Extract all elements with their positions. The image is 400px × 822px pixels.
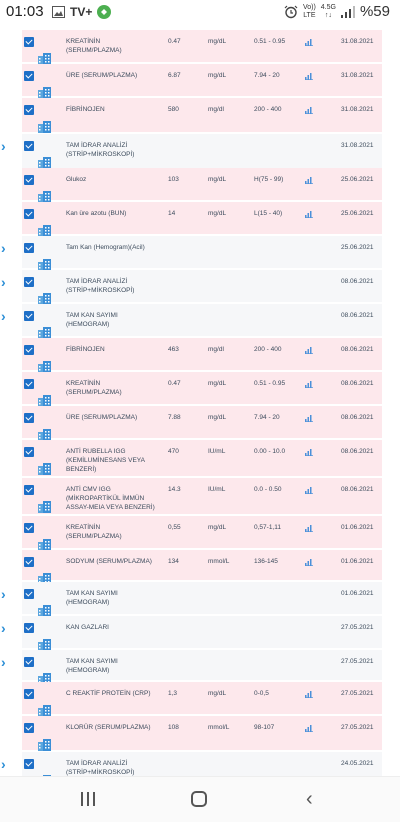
row-background	[22, 202, 382, 234]
row-checkbox[interactable]	[24, 71, 34, 81]
row-checkbox[interactable]	[24, 379, 34, 389]
status-left-icons	[52, 5, 111, 19]
trend-chart-icon[interactable]	[305, 39, 313, 46]
test-unit: IU/mL	[208, 486, 226, 493]
hospital-building-icon	[38, 538, 51, 550]
hospital-building-icon	[38, 394, 51, 406]
hospital-building-icon	[38, 360, 51, 372]
test-date: 25.06.2021	[341, 176, 374, 183]
table-row[interactable]	[0, 682, 400, 714]
row-checkbox[interactable]	[24, 209, 34, 219]
test-date: 31.08.2021	[341, 106, 374, 113]
test-name: TAM KAN SAYIMI (HEMOGRAM)	[66, 590, 118, 606]
row-checkbox[interactable]	[24, 485, 34, 495]
trend-chart-icon[interactable]	[305, 525, 313, 532]
test-date: 24.05.2021	[341, 760, 374, 767]
reference-range: 200 - 400	[254, 106, 282, 113]
hospital-building-icon	[38, 428, 51, 440]
row-checkbox[interactable]	[24, 689, 34, 699]
row-background	[22, 168, 382, 200]
table-row[interactable]	[0, 236, 400, 268]
test-date: 27.05.2021	[341, 658, 374, 665]
test-unit: mg/dL	[208, 380, 227, 387]
test-unit: mg/dl	[208, 106, 224, 113]
table-row[interactable]	[0, 30, 400, 62]
table-row[interactable]	[0, 582, 400, 614]
test-date: 08.06.2021	[341, 346, 374, 353]
test-value: 14.3	[168, 486, 181, 493]
table-row[interactable]	[0, 372, 400, 404]
expand-chevron-icon[interactable]: ›	[1, 620, 6, 636]
table-row[interactable]	[0, 550, 400, 580]
test-name: SODYUM (SERUM/PLAZMA)	[66, 558, 152, 565]
row-checkbox[interactable]	[24, 589, 34, 599]
test-date: 08.06.2021	[341, 448, 374, 455]
row-checkbox[interactable]	[24, 345, 34, 355]
status-time: 01:03	[6, 3, 44, 20]
reference-range: 7.94 - 20	[254, 72, 280, 79]
hospital-building-icon	[38, 500, 51, 512]
test-value: 0.47	[168, 38, 181, 45]
hospital-building-icon	[38, 704, 51, 716]
trend-chart-icon[interactable]	[305, 559, 313, 566]
row-background	[22, 616, 382, 648]
expand-chevron-icon[interactable]: ›	[1, 586, 6, 602]
trend-chart-icon[interactable]	[305, 107, 313, 114]
test-name: FİBRİNOJEN	[66, 106, 105, 113]
network-gen-indicator	[321, 4, 336, 20]
hospital-building-icon	[38, 86, 51, 98]
row-background	[22, 64, 382, 96]
reference-range: L(15 - 40)	[254, 210, 283, 217]
reference-range: H(75 - 99)	[254, 176, 284, 183]
test-date: 31.08.2021	[341, 142, 374, 149]
table-row[interactable]	[0, 304, 400, 336]
data-arrows-icon: ↑↓	[324, 11, 332, 19]
test-date: 31.08.2021	[341, 72, 374, 79]
table-row[interactable]	[0, 98, 400, 132]
test-value: 1,3	[168, 690, 178, 697]
row-checkbox[interactable]	[24, 557, 34, 567]
gallery-icon	[52, 6, 65, 18]
hospital-building-icon	[38, 120, 51, 132]
test-name: KAN GAZLARI	[66, 624, 109, 631]
trend-chart-icon[interactable]	[305, 449, 313, 456]
table-row[interactable]	[0, 516, 400, 548]
expand-chevron-icon[interactable]: ›	[1, 138, 6, 154]
row-background	[22, 338, 382, 370]
row-checkbox[interactable]	[24, 523, 34, 533]
test-name: ÜRE (SERUM/PLAZMA)	[66, 414, 138, 421]
test-name: TAM İDRAR ANALİZİ (STRİP+MİKROSKOPİ)	[66, 278, 135, 294]
status-bar	[0, 0, 400, 26]
row-checkbox[interactable]	[24, 37, 34, 47]
row-background	[22, 406, 382, 438]
row-checkbox[interactable]	[24, 105, 34, 115]
row-checkbox[interactable]	[24, 243, 34, 253]
test-name: ANTİ CMV IGG (MİKROPARTİKÜL İMMÜN ASSAY-MEIA VEYA BENZERİ)	[66, 486, 155, 511]
row-checkbox[interactable]	[24, 141, 34, 151]
row-background	[22, 682, 382, 714]
test-unit: mg/dL	[208, 690, 227, 697]
battery-percent: %59	[359, 3, 390, 20]
test-value: 103	[168, 176, 179, 183]
test-unit: mg/dl	[208, 346, 224, 353]
test-value: 108	[168, 724, 179, 731]
test-name: FİBRİNOJEN	[66, 346, 105, 353]
expand-chevron-icon[interactable]: ›	[1, 756, 6, 772]
table-row[interactable]	[0, 650, 400, 680]
reference-range: 0.0 - 0.50	[254, 486, 282, 493]
table-row[interactable]	[0, 338, 400, 370]
reference-range: 0.51 - 0.95	[254, 380, 286, 387]
home-button[interactable]	[191, 791, 207, 807]
test-name: TAM İDRAR ANALİZİ (STRİP+MİKROSKOPİ)	[66, 760, 135, 776]
expand-chevron-icon[interactable]: ›	[1, 308, 6, 324]
row-checkbox[interactable]	[24, 759, 34, 769]
trend-chart-icon[interactable]	[305, 211, 313, 218]
test-date: 01.06.2021	[341, 590, 374, 597]
table-row[interactable]	[0, 478, 400, 514]
table-row[interactable]	[0, 616, 400, 648]
hospital-building-icon	[38, 258, 51, 270]
table-row[interactable]	[0, 64, 400, 96]
test-value: 463	[168, 346, 179, 353]
reference-range: 7.94 - 20	[254, 414, 280, 421]
test-date: 27.05.2021	[341, 724, 374, 731]
test-date: 31.08.2021	[341, 38, 374, 45]
test-unit: mg/dL	[208, 72, 227, 79]
table-row[interactable]	[0, 202, 400, 234]
trend-chart-icon[interactable]	[305, 381, 313, 388]
test-unit: mg/dL	[208, 210, 227, 217]
hospital-building-icon	[38, 224, 51, 236]
status-right-icons	[284, 3, 390, 20]
test-value: 580	[168, 106, 179, 113]
trend-chart-icon[interactable]	[305, 347, 313, 354]
app-notification-icon	[97, 5, 111, 19]
hospital-building-icon	[38, 604, 51, 616]
test-unit: mmol/L	[208, 558, 230, 565]
signal-icon	[341, 6, 355, 18]
expand-chevron-icon[interactable]: ›	[1, 274, 6, 290]
test-value: 14	[168, 210, 176, 217]
alarm-icon	[284, 5, 298, 19]
reference-range: 0,57-1,11	[254, 524, 281, 531]
row-checkbox[interactable]	[24, 277, 34, 287]
test-name: KREATİNİN (SERUM/PLAZMA)	[66, 524, 122, 540]
system-nav-bar	[0, 776, 400, 822]
test-name: Tam Kan (Hemogram)(Acil)	[66, 244, 145, 251]
test-date: 08.06.2021	[341, 486, 374, 493]
table-row[interactable]	[0, 406, 400, 438]
hospital-building-icon	[38, 638, 51, 650]
test-date: 27.05.2021	[341, 624, 374, 631]
test-date: 27.05.2021	[341, 690, 374, 697]
trend-chart-icon[interactable]	[305, 177, 313, 184]
test-value: 7.88	[168, 414, 181, 421]
reference-range: 0-0,5	[254, 690, 269, 697]
test-name: KREATİNİN (SERUM/PLAZMA)	[66, 38, 122, 54]
test-name: ÜRE (SERUM/PLAZMA)	[66, 72, 138, 79]
table-row[interactable]	[0, 440, 400, 476]
test-value: 6.87	[168, 72, 181, 79]
network-lte-label: LTE	[303, 11, 316, 19]
recent-apps-button[interactable]	[81, 792, 95, 806]
test-name: Kan üre azotu (BUN)	[66, 210, 127, 217]
row-background	[22, 236, 382, 268]
table-row[interactable]	[0, 168, 400, 200]
test-date: 08.06.2021	[341, 380, 374, 387]
test-unit: mg/dL	[208, 38, 227, 45]
row-checkbox[interactable]	[24, 657, 34, 667]
test-value: 470	[168, 448, 179, 455]
test-name: Glukoz	[66, 176, 87, 183]
tv-plus-label: TV+	[70, 5, 93, 19]
row-checkbox[interactable]	[24, 623, 34, 633]
reference-range: 136-145	[254, 558, 278, 565]
reference-range: 0.00 - 10.0	[254, 448, 286, 455]
test-unit: IU/mL	[208, 448, 226, 455]
hospital-building-icon	[38, 190, 51, 202]
hospital-building-icon	[38, 326, 51, 338]
row-background	[22, 98, 382, 132]
reference-range: 0.51 - 0.95	[254, 38, 286, 45]
test-date: 25.06.2021	[341, 244, 374, 251]
row-checkbox[interactable]	[24, 447, 34, 457]
network-volte-label: Vo))	[302, 3, 316, 11]
expand-chevron-icon[interactable]: ›	[1, 654, 6, 670]
test-name: C REAKTİF PROTEİN (CRP)	[66, 690, 151, 697]
row-checkbox[interactable]	[24, 723, 34, 733]
trend-chart-icon[interactable]	[305, 73, 313, 80]
row-checkbox[interactable]	[24, 311, 34, 321]
test-name: KREATİNİN (SERUM/PLAZMA)	[66, 380, 122, 396]
test-date: 25.06.2021	[341, 210, 374, 217]
hospital-building-icon	[38, 52, 51, 64]
test-name: TAM İDRAR ANALİZİ (STRİP+MİKROSKOPİ)	[66, 142, 135, 158]
network-gen-label: 4.5G	[320, 3, 336, 11]
expand-chevron-icon[interactable]: ›	[1, 240, 6, 256]
hospital-building-icon	[38, 292, 51, 304]
table-row[interactable]	[0, 134, 400, 168]
trend-chart-icon[interactable]	[305, 725, 313, 732]
trend-chart-icon[interactable]	[305, 415, 313, 422]
hospital-building-icon	[38, 462, 51, 474]
test-date: 08.06.2021	[341, 278, 374, 285]
table-row[interactable]	[0, 270, 400, 302]
reference-range: 98-107	[254, 724, 275, 731]
test-value: 0,55	[168, 524, 181, 531]
table-row[interactable]	[0, 716, 400, 750]
test-unit: mmol/L	[208, 724, 230, 731]
test-date: 01.06.2021	[341, 558, 374, 565]
test-date: 01.06.2021	[341, 524, 374, 531]
test-unit: mg/dL	[208, 176, 227, 183]
hospital-building-icon	[38, 156, 51, 168]
test-name: ANTİ RUBELLA IGG (KEMİLUMİNESANS VEYA BENZERİ)	[66, 448, 145, 473]
test-name: TAM KAN SAYIMI (HEMOGRAM)	[66, 658, 118, 674]
row-background	[22, 716, 382, 750]
test-name: TAM KAN SAYIMI (HEMOGRAM)	[66, 312, 118, 328]
row-checkbox[interactable]	[24, 413, 34, 423]
test-value: 0.47	[168, 380, 181, 387]
row-checkbox[interactable]	[24, 175, 34, 185]
trend-chart-icon[interactable]	[305, 487, 313, 494]
test-unit: mg/dL	[208, 414, 227, 421]
reference-range: 200 - 400	[254, 346, 282, 353]
test-date: 08.06.2021	[341, 414, 374, 421]
test-unit: mg/dL	[208, 524, 227, 531]
test-date: 08.06.2021	[341, 312, 374, 319]
test-value: 134	[168, 558, 179, 565]
back-button[interactable]: ‹	[306, 788, 313, 810]
trend-chart-icon[interactable]	[305, 691, 313, 698]
test-name: KLORÜR (SERUM/PLAZMA)	[66, 724, 151, 731]
network-indicator	[303, 4, 316, 20]
hospital-building-icon	[38, 738, 51, 750]
